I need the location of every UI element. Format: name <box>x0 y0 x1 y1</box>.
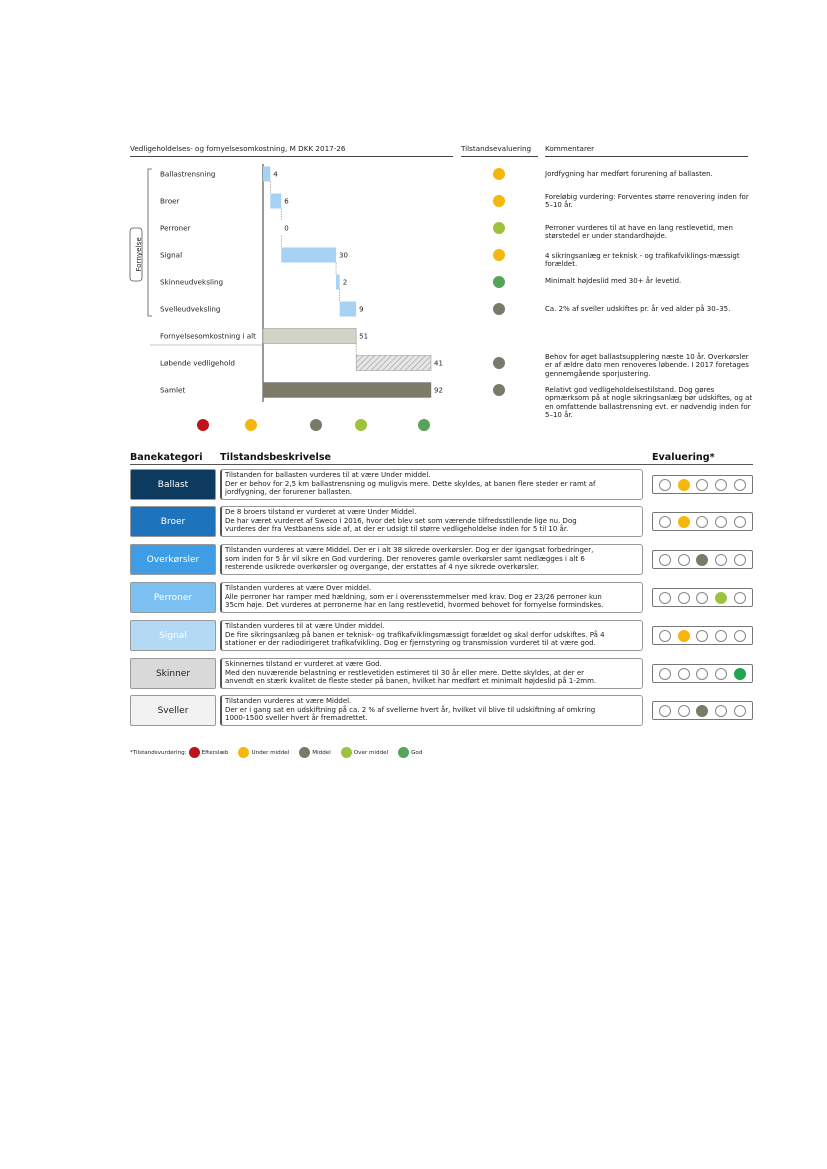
description-line: anvendt en stærk kvalitet de fleste steder på banen, hvilket har medført et minimalt højdeslid på 1-2mm. <box>225 677 597 685</box>
description-line: De 8 broers tilstand er vurderet at være Under Middel. <box>225 508 417 516</box>
evaluation-header: Tilstandsevaluering <box>461 144 532 153</box>
evaluation-lamp <box>678 554 690 566</box>
condition-description <box>220 506 643 537</box>
chart-bar <box>263 329 356 344</box>
chart-value-label: 2 <box>342 278 348 287</box>
chart-category-label: Ballastrensning <box>160 169 216 179</box>
category-badge: Perroner <box>130 582 216 613</box>
evaluation-lamp <box>678 705 690 717</box>
evaluation-lamp <box>734 668 746 680</box>
chart-bar <box>263 167 270 182</box>
evaluation-dot <box>493 384 505 396</box>
category-badge: Skinner <box>130 658 216 689</box>
description-line: Der er i gang sat en udskiftning på ca. 2 % af svellerne hvert år, hvilket vil blive til udskiftning af omkring <box>225 705 596 714</box>
chart-category-label: Signal <box>160 250 183 260</box>
evaluation-indicator <box>652 550 753 569</box>
category-badge: Ballast <box>130 469 216 500</box>
evaluation-lamp <box>734 630 746 642</box>
chart-value-label: 9 <box>359 305 364 314</box>
evaluation-lamp <box>678 479 690 491</box>
evaluation-lamp <box>696 592 708 604</box>
table-header-category: Banekategori <box>130 452 203 463</box>
evaluation-dot <box>493 303 505 315</box>
evaluation-indicator <box>652 664 753 683</box>
chart-category-label: Skinneudveksling <box>160 277 224 287</box>
table-header-evaluation: Evaluering* <box>652 452 715 463</box>
condition-description <box>220 469 643 500</box>
chart-legend-dot <box>418 419 430 431</box>
evaluation-lamp <box>696 554 708 566</box>
evaluation-lamp <box>659 668 671 680</box>
description-line: Med den nuværende belastning er restlevetiden estimeret til 30 år eller mere. Dette skyldes, at der er <box>225 668 585 677</box>
description-line: De har været vurderet af Sweco i 2016, hvor det blev set som værende tilfredsstillende lige nu. Dog <box>225 516 577 525</box>
legend-dot-over-middel <box>341 747 352 758</box>
legend-dot-efterslaeb <box>189 747 200 758</box>
evaluation-lamp <box>659 554 671 566</box>
evaluation-lamp <box>659 516 671 528</box>
description-line: 1000-1500 sveller hvert år fremadrettet. <box>225 714 368 722</box>
condition-legend <box>130 747 430 758</box>
evaluation-lamp <box>696 516 708 528</box>
legend-label-god: God <box>411 749 423 756</box>
condition-description <box>220 658 643 689</box>
evaluation-lamp <box>715 516 727 528</box>
condition-description <box>220 695 643 726</box>
legend-dot-under-middel <box>238 747 249 758</box>
chart-category-label: Perroner <box>160 223 191 233</box>
evaluation-lamp <box>715 668 727 680</box>
description-line: 35cm høje. Det vurderes at perronerne har en lang restlevetid, hvormed behovet for fornyelse formindskes. <box>225 601 604 609</box>
evaluation-indicator <box>652 475 753 494</box>
chart-bar <box>281 248 336 263</box>
evaluation-lamp <box>678 668 690 680</box>
chart-value-label: 0 <box>284 224 289 233</box>
chart-legend-dot <box>310 419 322 431</box>
evaluation-lamp <box>678 516 690 528</box>
evaluation-lamp <box>715 479 727 491</box>
legend-label-middel: Middel <box>312 749 331 756</box>
evaluation-lamp <box>715 630 727 642</box>
chart-value-label: 6 <box>284 197 289 206</box>
evaluation-lamp <box>734 516 746 528</box>
chart-value-label: 30 <box>339 251 348 260</box>
description-line: De fire sikringsanlæg på banen er teknisk- og trafikafviklingsmæssigt forældet og skal derfor udskiftes. På 4 <box>225 630 605 639</box>
description-line: resterende usikrede overkørsler og overgange, der erstattes af 4 nye sikrede overkørsler. <box>225 563 539 571</box>
evaluation-lamp <box>659 705 671 717</box>
evaluation-lamp <box>696 668 708 680</box>
chart-header: Vedligeholdelses- og fornyelsesomkostning, M DKK 2017-26 <box>130 144 346 153</box>
chart-category-label: Fornyelsesomkostning i alt <box>160 331 256 341</box>
chart-category-label: Løbende vedligehold <box>160 358 235 368</box>
evaluation-lamp <box>659 630 671 642</box>
description-line: Tilstanden vurderes at være Over middel. <box>225 584 372 592</box>
chart-value-label: 92 <box>434 386 443 395</box>
evaluation-dot <box>493 195 505 207</box>
description-line: Skinnernes tilstand er vurderet at være God. <box>225 660 382 668</box>
evaluation-lamp <box>734 479 746 491</box>
chart-category-label: Svelleudveksling <box>160 304 221 314</box>
chart-value-label: 4 <box>273 170 278 179</box>
evaluation-lamp <box>715 705 727 717</box>
description-line: Tilstanden for ballasten vurderes til at være Under middel. <box>225 471 431 479</box>
evaluation-lamp <box>678 630 690 642</box>
comment-skinneudveksling: Minimalt højdeslid med 30+ år levetid. <box>545 277 682 285</box>
comment-svelleudveksling: Ca. 2% af sveller udskiftes pr. år ved alder på 30–35. <box>545 305 731 313</box>
evaluation-lamp <box>734 554 746 566</box>
description-line: vurderes der fra Vestbanens side af, at der er udsigt til større vedligeholdelse inden for 5 til 10 år. <box>225 525 569 533</box>
chart-legend-dot <box>197 419 209 431</box>
evaluation-indicator <box>652 588 753 607</box>
comment-broer: Foreløbig vurdering: Forventes større renovering inden for 5–10 år. <box>545 193 749 210</box>
evaluation-lamp <box>696 630 708 642</box>
legend-dot-god <box>398 747 409 758</box>
legend-label-under-middel: Under middel <box>251 749 290 756</box>
evaluation-dot <box>493 222 505 234</box>
comment-loebende-vedligehold: Behov for øget ballastsupplering næste 10 år. Overkørsler er af ældre dato men renoveres løbende. I 2017 foretages gennemgående sporjustering. <box>545 353 749 378</box>
chart-bar <box>263 383 431 398</box>
legend-label-efterslaeb: Efterslæb <box>201 749 229 756</box>
category-badge: Broer <box>130 506 216 537</box>
category-badge: Signal <box>130 620 216 651</box>
table-header-description: Tilstandsbeskrivelse <box>220 452 332 463</box>
evaluation-lamp <box>678 592 690 604</box>
description-line: jordfygning, der forurener ballasten. <box>225 488 353 496</box>
evaluation-lamp <box>715 554 727 566</box>
condition-description <box>220 544 643 575</box>
description-line: Tilstanden vurderes til at være Under middel. <box>225 622 385 630</box>
chart-bar <box>270 194 281 209</box>
chart-category-label: Samlet <box>160 385 186 395</box>
evaluation-lamp <box>659 592 671 604</box>
description-line: Tilstanden vurderes at være Middel. <box>225 697 352 705</box>
evaluation-dot <box>493 357 505 369</box>
description-line: Alle perroner har ramper med hældning, som er i overensstemmelser med krav. Dog er 23/26 perroner kun <box>225 592 602 601</box>
comment-signal: 4 sikringsanlæg er teknisk - og trafikafviklings-mæssigt forældet. <box>545 252 740 269</box>
comment-samlet: Relativt god vedligeholdelsestilstand. Dog gøres opmærksom på at nogle sikringsanlæg bør udskiftes, og at en omfattende ballastrensning evt. er nødvendig inden for 5–10 år. <box>545 386 753 420</box>
evaluation-lamp <box>734 592 746 604</box>
evaluation-dot <box>493 276 505 288</box>
description-line: stationer er der radiodirigeret trafikafvikling. Dog er fjernstyring og transmission vurderet til at være god. <box>225 639 596 647</box>
description-line: som inden for 5 år vil sikre en God vurdering. Der renoveres gamle overkørsler samt nedlægges i alt 6 <box>225 554 585 563</box>
chart-bar <box>356 356 431 371</box>
chart-bar <box>340 302 356 317</box>
description-line: Tilstanden vurderes at være Middel. Der er i alt 38 sikrede overkørsler. Dog er der igangsat forbedringer, <box>225 546 594 554</box>
evaluation-indicator <box>652 512 753 531</box>
category-badge: Sveller <box>130 695 216 726</box>
chart-legend-dot <box>355 419 367 431</box>
table-header-rule <box>130 464 753 465</box>
evaluation-lamp <box>715 592 727 604</box>
evaluation-lamp <box>696 705 708 717</box>
chart-value-label: 41 <box>434 359 443 368</box>
evaluation-indicator <box>652 701 753 720</box>
chart-bar <box>336 275 340 290</box>
condition-description <box>220 620 643 651</box>
description-line: Der er behov for 2,5 km ballastrensning og muligvis mere. Dette skyldes, at banen flere steder er ramt af <box>225 479 596 488</box>
legend-label-over-middel: Over middel <box>353 749 389 756</box>
fornyelse-group-label: Fornyelse <box>134 237 143 272</box>
legend-dot-middel <box>299 747 310 758</box>
fornyelse-bracket <box>148 169 152 316</box>
legend-title: *Tilstandsvurdering: <box>130 749 187 756</box>
evaluation-lamp <box>734 705 746 717</box>
condition-description <box>220 582 643 613</box>
comment-ballastrensning: Jordfygning har medført forurening af ballasten. <box>545 170 713 178</box>
evaluation-lamp <box>696 479 708 491</box>
comment-perroner: Perroner vurderes til at have en lang restlevetid, men størstedel er under standardhøjde. <box>545 224 733 241</box>
chart-legend-dot <box>245 419 257 431</box>
chart-value-label: 51 <box>359 332 369 341</box>
evaluation-lamp <box>659 479 671 491</box>
chart-category-label: Broer <box>160 196 180 206</box>
comments-header: Kommentarer <box>545 144 595 153</box>
category-badge: Overkørsler <box>130 544 216 575</box>
evaluation-dot <box>493 249 505 261</box>
evaluation-indicator <box>652 626 753 645</box>
evaluation-dot <box>493 168 505 180</box>
